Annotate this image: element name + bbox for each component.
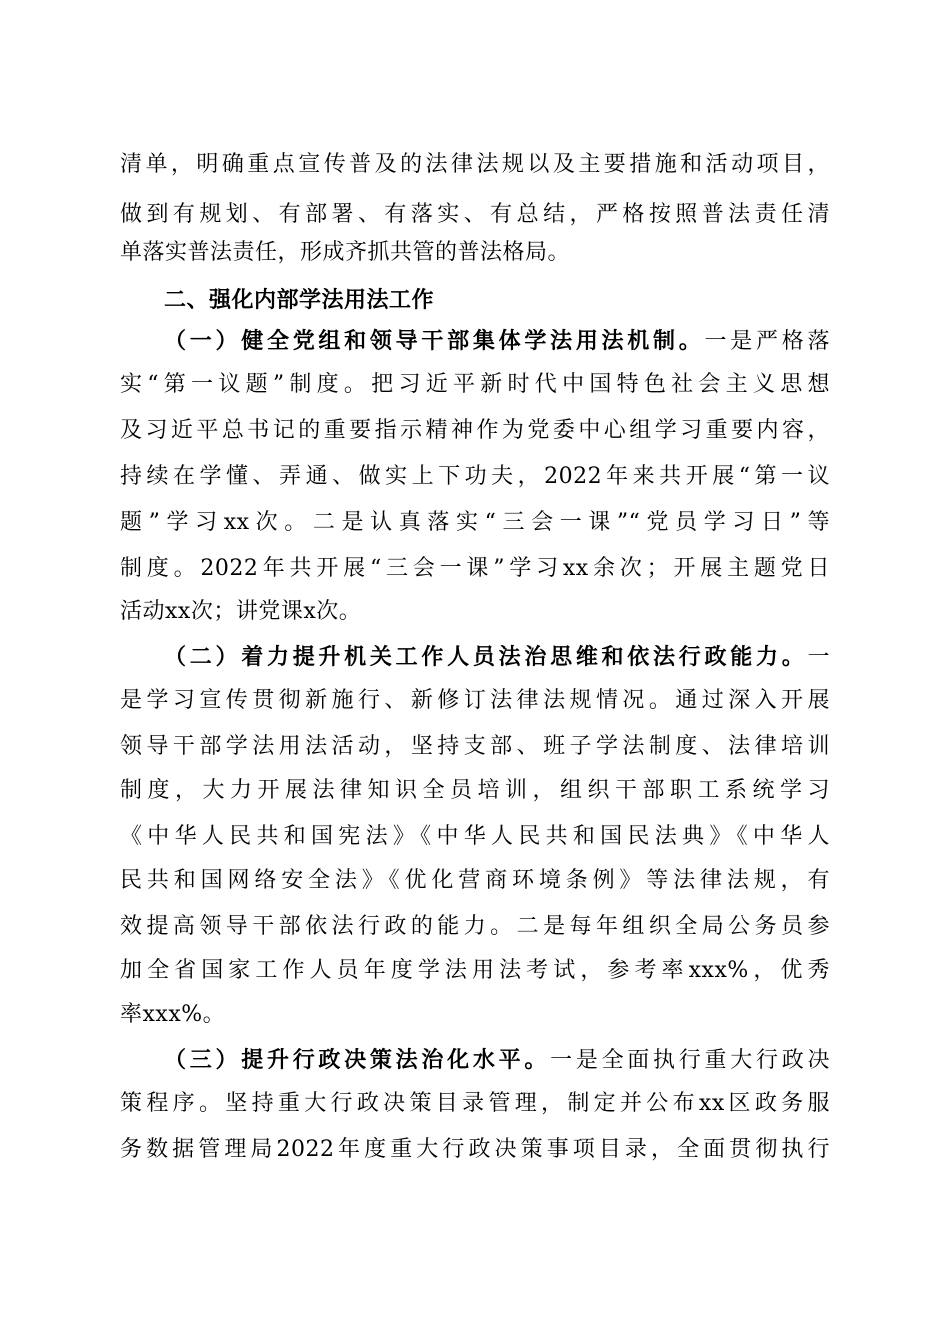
subsection-2-line-8: 加全省国家工作人员年度学法用法考试，参考率xxx%，优秀 xyxy=(120,958,830,983)
subsection-2-line-3: 领导干部学法用法活动，坚持支部、班子学法制度、法律培训 xyxy=(120,734,830,759)
subsection-1-first-line xyxy=(164,326,830,357)
subsection-2-line-7: 效提高领导干部依法行政的能力。二是每年组织全局公务员参 xyxy=(120,914,830,939)
section-heading: 二、强化内部学法用法工作 xyxy=(164,288,435,313)
subsection-3-line-3: 务数据管理局2022年度重大行政决策事项目录，全面贯彻执行 xyxy=(120,1137,830,1162)
subsection-2-title: （二）着力提升机关工作人员法治思维和依法行政能力。 xyxy=(164,644,808,670)
subsection-2-first-line xyxy=(164,642,830,673)
subsection-3-first-line xyxy=(164,1045,830,1076)
intro-line-3: 单落实普法责任，形成齐抓共管的普法格局。 xyxy=(120,240,571,265)
subsection-1-line-4: 持续在学懂、弄通、做实上下功夫，2022年来共开展“第一议 xyxy=(120,464,830,489)
subsection-1-line-5: 题”学习xx次。二是认真落实“三会一课”“党员学习日”等 xyxy=(120,510,830,535)
subsection-1-title: （一）健全党组和领导干部集体学法用法机制。 xyxy=(164,328,705,354)
subsection-1-first-line-rest: 一是严格落 xyxy=(704,329,830,354)
intro-line-1: 清单，明确重点宣传普及的法律法规以及主要措施和活动项目， xyxy=(120,152,830,177)
subsection-2-line-9: 率xxx%。 xyxy=(120,1002,226,1027)
subsection-1-line-6: 制度。2022年共开展“三会一课”学习xx余次；开展主题党日 xyxy=(120,556,830,581)
intro-line-2: 做到有规划、有部署、有落实、有总结，严格按照普法责任清 xyxy=(120,202,830,227)
subsection-2-line-2: 是学习宣传贯彻新施行、新修订法律法规情况。通过深入开展 xyxy=(120,688,830,713)
subsection-2-line-5: 《中华人民共和国宪法》《中华人民共和国民法典》《中华人 xyxy=(120,824,830,849)
subsection-1-line-7: 活动xx次；讲党课x次。 xyxy=(120,599,362,624)
subsection-3-first-line-rest: 一是全面执行重大行政决 xyxy=(550,1048,830,1073)
subsection-2-first-line-rest: 一 xyxy=(807,645,830,670)
subsection-3-title: （三）提升行政决策法治化水平。 xyxy=(164,1047,551,1073)
subsection-2-line-4: 制度，大力开展法律知识全员培训，组织干部职工系统学习 xyxy=(120,778,830,803)
subsection-1-line-3: 及习近平总书记的重要指示精神作为党委中心组学习重要内容， xyxy=(120,418,830,443)
subsection-1-line-2: 实“第一议题”制度。把习近平新时代中国特色社会主义思想 xyxy=(120,372,830,397)
subsection-3-line-2: 策程序。坚持重大行政决策目录管理，制定并公布xx区政务服 xyxy=(120,1091,830,1116)
subsection-2-line-6: 民共和国网络安全法》《优化营商环境条例》等法律法规，有 xyxy=(120,868,830,893)
